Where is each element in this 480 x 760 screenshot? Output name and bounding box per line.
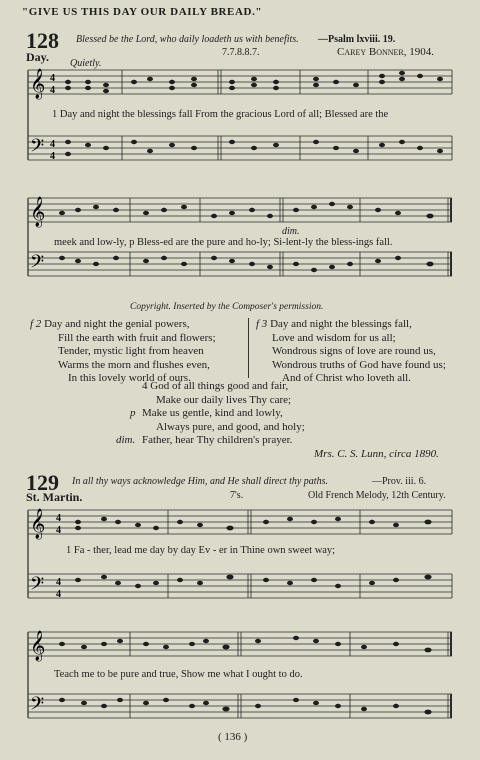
svg-text:𝄢: 𝄢 [30,574,45,599]
stanza-2-line-2: Fill the earth with fruit and flowers; [58,331,216,344]
hymn-number-129: 129 [26,470,59,495]
stanza-3-mark: f 3 [256,318,268,330]
stanza-4 [142,380,305,448]
stanza-divider [248,318,249,378]
svg-text:𝄞: 𝄞 [30,631,46,661]
svg-text:𝄢: 𝄢 [30,252,45,277]
stanza-2-line-3: Tender, mystic light from heaven [58,345,204,357]
hymn-128-epigraph-ref: —Psalm lxviii. 19. [318,34,396,45]
hymn-128-author: Mrs. C. S. Lunn, circa 1890. [314,448,439,460]
hymn-128-lyric-line-2: meek and low-ly, p Bless-ed are the pure and ho-ly; Si-lent-ly the bless-ings fall. [54,237,393,248]
stanza-3-line-3: Wondrous signs of love are round us, [272,345,436,357]
stanza-3-line-1: Day and night the blessings fall, [270,318,412,330]
stanza-4-line-5: Father, hear Thy children's prayer. [142,434,293,446]
svg-text:𝄢: 𝄢 [30,136,45,161]
running-head: "GIVE US THIS DAY OUR DAILY BREAD." [22,6,263,18]
hymn-128-dim-marking: dim. [282,226,300,237]
svg-text:𝄞: 𝄞 [30,69,46,99]
stanza-2-line-1: Day and night the genial powers, [44,318,190,330]
hymn-129-epigraph-ref: —Prov. iii. 6. [372,476,427,487]
hymn-128-copyright: Copyright. Inserted by the Composer's permission. [130,302,324,312]
stanza-3 [256,318,446,386]
stanza-4-line-3: Make us gentle, kind and lowly, [142,407,283,419]
stanza-2 [30,318,216,386]
hymn-128-composer: Carey Bonner, 1904. [337,46,435,58]
stanza-4-line-1: 4 God of all things good and fair, [142,380,289,392]
stanza-4-line-2: Make our daily lives Thy care; [156,393,292,406]
svg-text:𝄞: 𝄞 [30,509,46,539]
hymn-129-composer: Old French Melody, 12th Century. [308,490,446,501]
svg-text:4: 4 [56,589,61,600]
stanza-2-mark: f 2 [30,318,42,330]
hymn-129-epigraph: In all thy ways acknowledge Him, and He shall direct thy paths. [72,476,328,487]
hymn-129-lyric-line-1: 1 Fa - ther, lead me day by day Ev - er in Thine own sweet way; [66,545,336,556]
hymn-128-tune-name: Day. [26,50,50,64]
svg-text:4: 4 [50,73,55,84]
hymn-128-meter: 7.7.8.8.7. [222,47,260,58]
svg-text:4: 4 [50,151,55,162]
hymn-number-128: 128 [26,28,59,53]
stanza-3-line-5: And of Christ who loveth all. [282,372,411,384]
stanza-4-p-mark: p [130,407,136,419]
hymn-129-meter: 7's. [230,490,244,501]
stanza-3-line-4: Wondrous truths of God have found us; [272,358,446,371]
svg-text:4: 4 [56,513,61,524]
svg-text:4: 4 [50,85,55,96]
hymn-129-lyric-line-2: Teach me to be pure and true, Show me what I ought to do. [54,669,303,680]
stanza-2-line-4: Warms the morn and flushes even, [58,358,210,371]
svg-text:𝄢: 𝄢 [30,694,45,719]
hymn-128-tempo: Quietly. [70,58,102,69]
stanza-2-line-5: In this lovely world of ours. [68,372,191,384]
svg-text:𝄞: 𝄞 [30,197,46,227]
hymn-128-lyric-line-1: 1 Day and night the blessings fall From the gracious Lord of all; Blessed are the [52,109,389,120]
stanza-4-dim-mark: dim. [116,434,136,446]
hymn-128-epigraph: Blessed be the Lord, who daily loadeth us with benefits. [76,34,299,45]
svg-text:4: 4 [56,577,61,588]
hymn-129-tune-name: St. Martin. [26,490,83,504]
page-number: ( 136 ) [218,731,248,743]
svg-text:4: 4 [50,139,55,150]
stanza-3-line-2: Love and wisdom for us all; [272,331,396,344]
svg-text:4: 4 [56,525,61,536]
stanza-4-line-4: Always pure, and good, and holy; [156,420,305,433]
